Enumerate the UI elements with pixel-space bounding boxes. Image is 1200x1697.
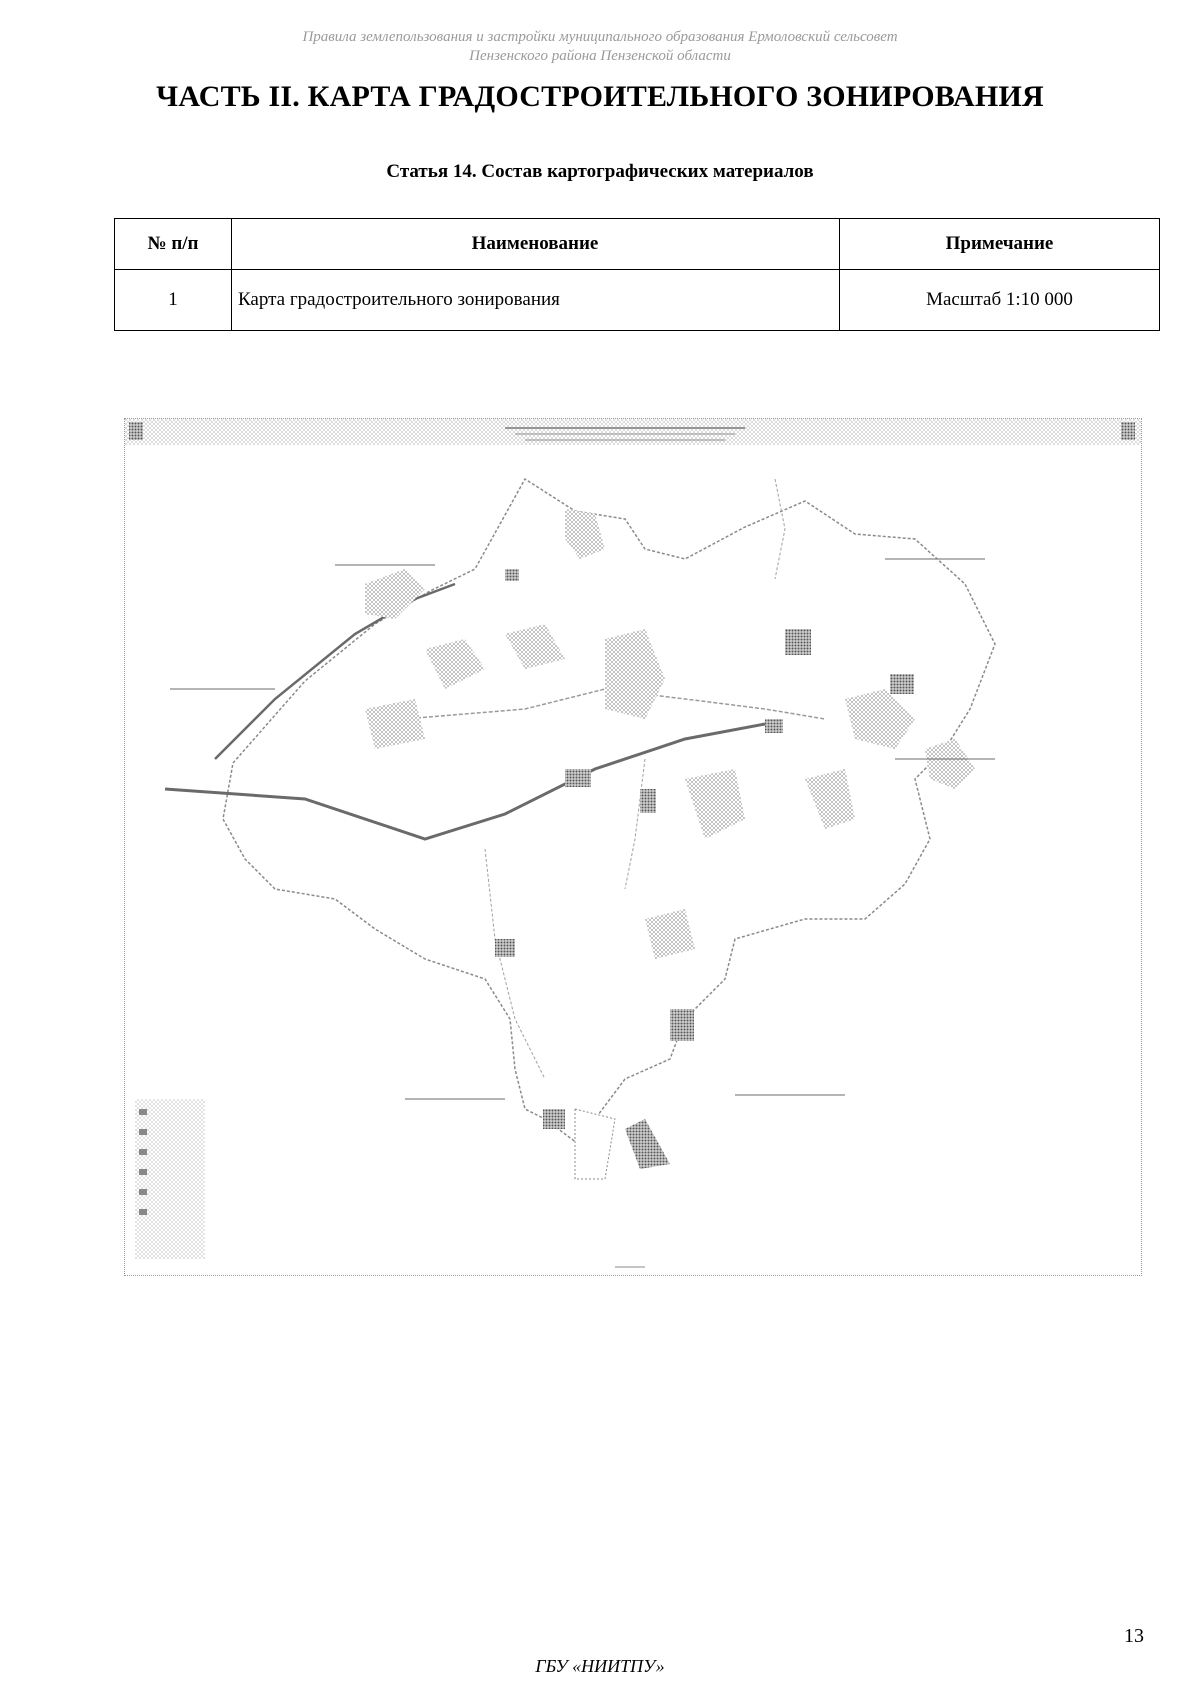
zone-area-dark — [543, 1109, 565, 1129]
running-header-line2: Пензенского района Пензенской области — [469, 48, 731, 64]
table-row — [115, 270, 1160, 331]
cell-note: Масштаб 1:10 000 — [840, 270, 1160, 331]
map-corner-mark-left — [129, 422, 143, 440]
header-name: Наименование — [232, 219, 840, 270]
zone-area-dark — [670, 1009, 694, 1041]
running-header-line1: Правила землепользования и застройки муниципального образования Ермоловский сельсовет — [302, 29, 898, 45]
zone-area-dark — [505, 569, 519, 581]
legend-swatch — [139, 1149, 147, 1155]
header-number: № п/п — [115, 219, 232, 270]
part-title: ЧАСТЬ II. КАРТА ГРАДОСТРОИТЕЛЬНОГО ЗОНИРОВАНИЯ — [156, 80, 1044, 113]
legend-swatch — [139, 1129, 147, 1135]
map-legend — [135, 1099, 205, 1259]
zone-area-dark — [785, 629, 811, 655]
legend-swatch — [139, 1169, 147, 1175]
settlement-boundary — [223, 479, 995, 1149]
zone-area — [925, 739, 975, 789]
zone-area-dark — [565, 769, 591, 787]
legend-swatch — [139, 1189, 147, 1195]
map-corner-mark-right — [1121, 422, 1135, 440]
zone-area-dark — [765, 719, 783, 733]
cell-number: 1 — [115, 270, 232, 331]
cell-name: Карта градостроительного зонирования — [232, 270, 840, 331]
zoning-map-graphic — [125, 419, 1141, 1275]
footer: ГБУ «НИИТПУ» — [535, 1656, 665, 1676]
running-header — [0, 28, 1200, 66]
legend-swatch — [139, 1209, 147, 1215]
article-title: Статья 14. Состав картографических материалов — [386, 161, 814, 182]
zoning-map — [124, 418, 1142, 1276]
page-number: 13 — [1124, 1625, 1144, 1647]
legend-swatch — [139, 1109, 147, 1115]
zone-area-dark — [625, 1119, 670, 1169]
zone-area-dark — [640, 789, 656, 813]
table-header-row — [115, 219, 1160, 270]
zone-area-dark — [495, 939, 515, 957]
header-note: Примечание — [840, 219, 1160, 270]
materials-table — [114, 218, 1160, 331]
map-title-bar — [125, 419, 1141, 445]
southern-tract — [575, 1109, 615, 1179]
zone-area-dark — [890, 674, 914, 694]
